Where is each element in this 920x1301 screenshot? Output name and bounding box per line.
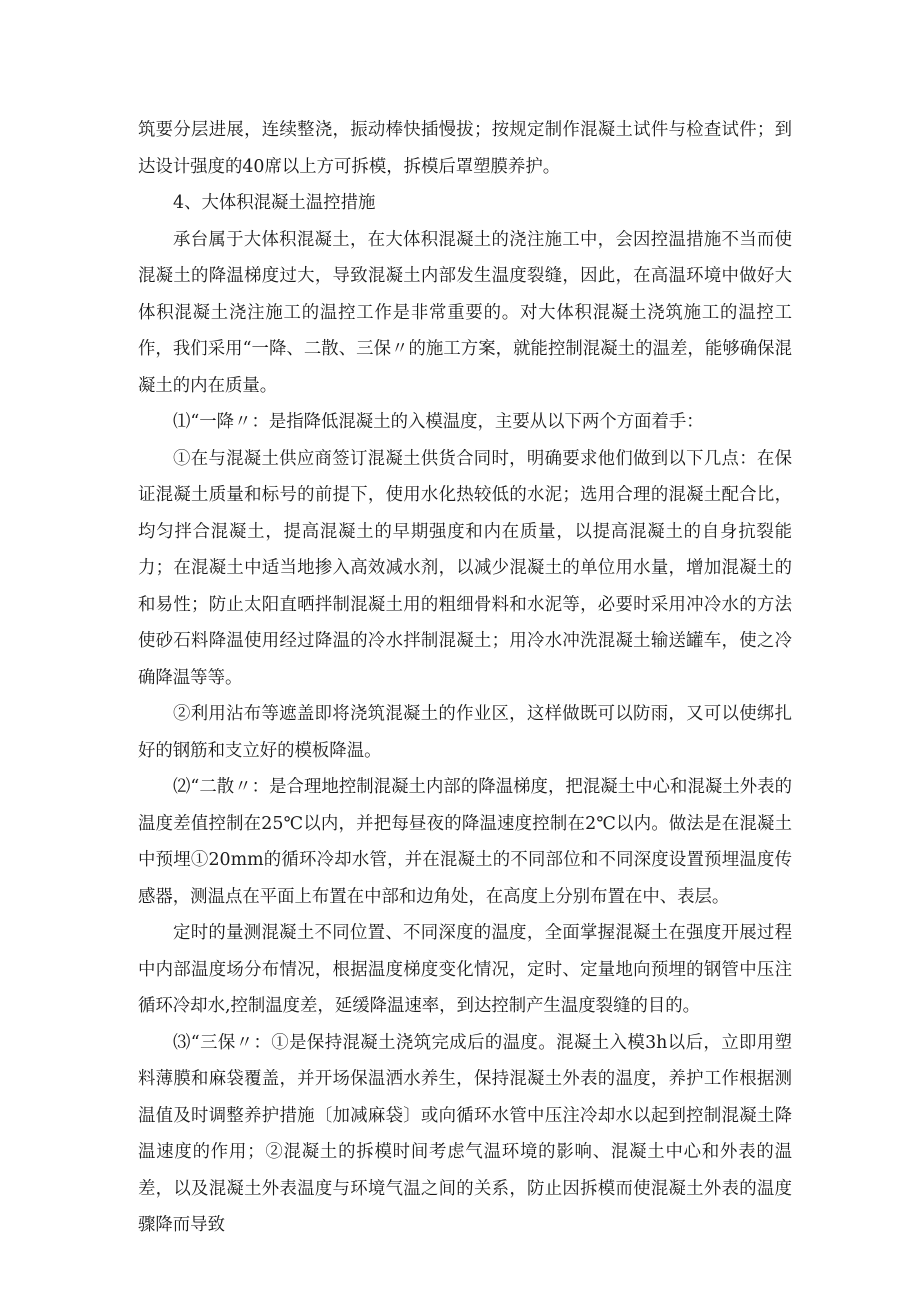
paragraph-item-2: ⑵“二散〃：是合理地控制混凝土内部的降温梯度，把混凝土中心和混凝土外表的温度差值控制在25℃以内，并把每昼夜的降温速度控制在2℃以内。做法是在混凝土中预埋①20mm的循环冷却水管，并在混凝土的不同部位和不同深度设置预埋温度传感器，测温点在平面上布置在中部和边角处，在高度上分别布置在中、表层。 [138, 777, 792, 907]
paragraph-intro: 承台属于大体积混凝土，在大体积混凝土的浇注施工中，会因控温措施不当而使混凝土的降温梯度过大，导致混凝土内部发生温度裂缝，因此，在高温环境中做好大体积混凝土浇注施工的温控工作是非常重要的。对大体积混凝土浇筑施工的温控工作，我们采用“一降、二散、三保〃的施工方案，就能控制混凝土的温差，能够确保混凝土的内在质量。 [138, 229, 792, 396]
paragraph-continuation: 筑要分层进展，连续整浇，振动棒快插慢拔；按规定制作混凝土试件与检查试件；到达设计强度的40席以上方可拆模，拆模后罩塑膜养护。 [138, 120, 792, 177]
paragraph-item-1-b: ②利用沾布等遮盖即将浇筑混凝土的作业区，这样做既可以防雨，又可以使绑扎好的钢筋和支立好的模板降温。 [138, 704, 792, 761]
section-heading: 4、大体积混凝土温控措施 [173, 193, 376, 213]
document-body [138, 112, 792, 1244]
paragraph-item-2-detail: 定时的量测混凝土不同位置、不同深度的温度，全面掌握混凝土在强度开展过程中内部温度场分布情况，根据温度梯度变化情况，定时、定量地向预埋的钢管中压注循环冷却水,控制温度差，延缓降温速率，到达控制产生温度裂缝的目的。 [138, 923, 792, 1016]
paragraph-item-1-a: ①在与混凝土供应商签订混凝土供货合同时，明确要求他们做到以下几点：在保证混凝土质量和标号的前提下，使用水化热较低的水泥；选用合理的混凝土配合比，均匀拌合混凝土，提高混凝土的早期强度和内在质量，以提高混凝土的自身抗裂能力；在混凝土中适当地掺入高效减水剂，以减少混凝土的单位用水量，增加混凝土的和易性；防止太阳直晒拌制混凝土用的粗细骨料和水泥等，必要时采用冲冷水的方法使砂石料降温使用经过降温的冷水拌制混凝土；用冷水冲洗混凝土输送罐车，使之冷确降温等等。 [138, 448, 792, 688]
paragraph-item-1: ⑴“一降〃：是指降低混凝土的入模温度，主要从以下两个方面着手： [173, 412, 704, 432]
paragraph-item-3: ⑶“三保〃：①是保持混凝土浇筑完成后的温度。混凝土入模3h以后，立即用塑料薄膜和麻袋覆盖，并开场保温洒水养生，保持混凝土外表的温度，养护工作根据测温值及时调整养护措施〔加减麻袋〕或向循环水管中压注冷却水以起到控制混凝土降温速度的作用；②混凝土的拆模时间考虑气温环境的影响、混凝土中心和外表的温差，以及混凝土外表温度与环境气温之间的关系，防止因拆模而使混凝土外表的温度骤降而导致 [138, 1032, 792, 1235]
